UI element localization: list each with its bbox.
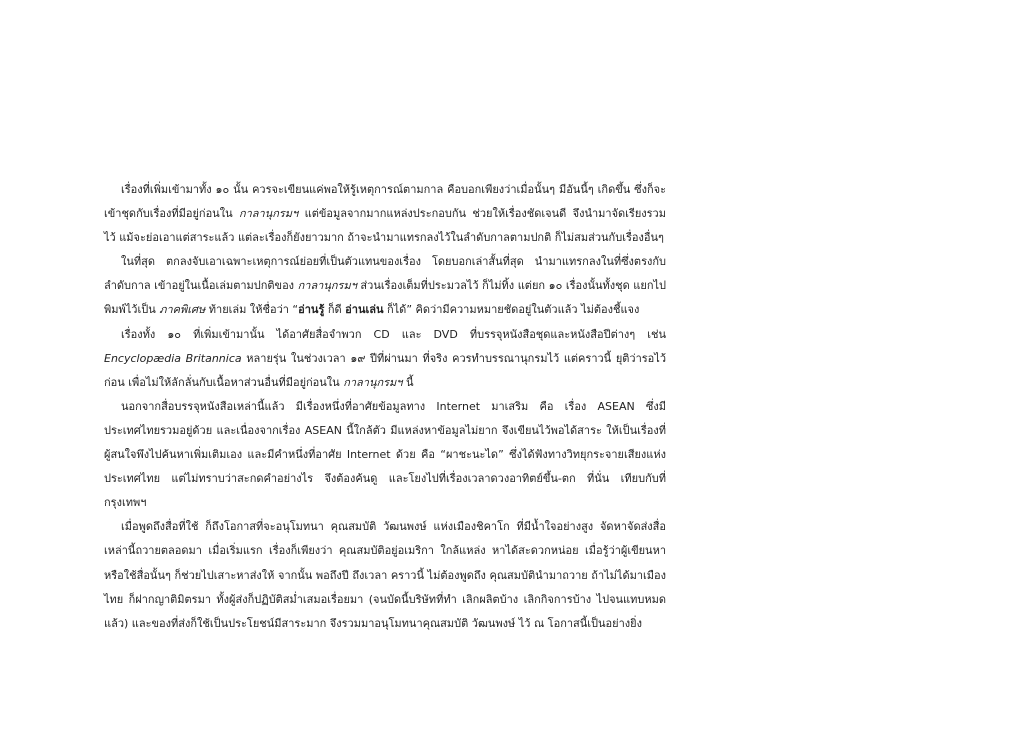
body-text xyxy=(104,178,666,636)
text-run: ท้ายเล่ม ให้ชื่อว่า “ xyxy=(205,303,299,317)
text-run: เมื่อพูดถึงสื่อที่ใช้ ก็ถึงโอกาสที่จะอนุโมทนา คุณสมบัติ วัฒนพงษ์ แห่งเมืองชิคาโก ที่มีน้ำใจอย่างสูง จัดหาจัดส่งสื่อเหล่านี้ถวายตลอดมา เมื่อเริ่มแรก เรื่องก็เพียงว่า คุณสมบัติอยู่อเมริกา ใกล้แหล่ง หาได้สะดวกหน่อย เมื่อรู้ว่าผู้เขียนหาหรือใช้สื่อนั้นๆ ก็ช่วยไปเสาะหาส่งให้ จากนั้น พอถึงปี ถึงเวลา คราวนี้ ไม่ต้องพูดถึง คุณสมบัตินำมาถวาย ถ้าไม่ได้มาเมืองไทย ก็ฝากญาติมิตรมา ทั้งผู้ส่งก็ปฏิบัติสม่ำเสมอเรื่อยมา (จนบัดนี้บริษัทที่ทำ เลิกผลิตบ้าง เลิกกิจการบ้าง ไปจนแทบหมดแล้ว) และของที่ส่งก็ใช้เป็นประโยชน์มีสาระมาก จึงรวมมาอนุโมทนาคุณสมบัติ วัฒนพงษ์ ไว้ ณ โอกาสนี้เป็นอย่างยิ่ง xyxy=(104,520,666,630)
text-run: ส่วนเรื่องเต็มที่ประมวลไว้ ก็ไม่ทิ้ง แต่ยก ๑๐ เรื่องนั้นทั้งชุด แยกไปพิมพ์ไว้เป็น xyxy=(104,279,667,317)
bold-text: อ่านรู้ xyxy=(298,303,325,317)
text-run: ก็ดี xyxy=(324,303,346,317)
paragraph xyxy=(104,250,666,322)
text-run: ในที่สุด ตกลงจับเอาเฉพาะเหตุการณ์ย่อยที่เป็นตัวแทนของเรื่อง โดยบอกเล่าสั้นที่สุด นำมาแทรกลงในที่ซึ่งตรงกับลำดับกาล เข้าอยู่ในเนื้อเล่มตามปกติของ xyxy=(104,255,666,293)
paragraph xyxy=(104,323,666,395)
italic-text: ภาคพิเศษ xyxy=(159,303,206,317)
text-run: หลายรุ่น ในช่วงเวลา ๑๙ ปีที่ผ่านมา ที่จริง ควรทำบรรณานุกรมไว้ แต่คราวนี้ ยุติว่ารอไว้ก่อน เพื่อไม่ให้ลักลั่นกับเนื้อหาส่วนอื่นที่มีอยู่ก่อนใน xyxy=(104,351,666,389)
text-run: ก็ได้” คิดว่ามีความหมายชัดอยู่ในตัวแล้ว ไม่ต้องชี้แจง xyxy=(383,303,640,317)
text-run: นี้ xyxy=(402,375,414,389)
text-run: เรื่องที่เพิ่มเข้ามาทั้ง ๑๐ นั้น ควรจะเขียนแค่พอให้รู้เหตุการณ์ตามกาล คือบอกเพียงว่าเมื่อนั้นๆ มีอันนี้ๆ เกิดขึ้น ซึ่งก็จะเข้าชุดกับเรื่องที่มีอยู่ก่อนใน xyxy=(104,183,666,221)
text-run: นอกจากสื่อบรรจุหนังสือเหล่านี้แล้ว มีเรื่องหนึ่งที่อาศัยข้อมูลทาง Internet มาเสริม คือ เรื่อง ASEAN ซึ่งมีประเทศไทยรวมอยู่ด้วย และเนื่องจากเรื่อง ASEAN นี้ใกล้ตัว มีแหล่งหาข้อมูลไม่ยาก จึงเขียนไว้พอได้สาระ ให้เป็นเรื่องที่ผู้สนใจพึงไปค้นหาเพิ่มเติมเอง และมีคำหนึ่งที่อาศัย Internet ด้วย คือ “ผาชะนะได” ซึ่งได้ฟังทางวิทยุกระจายเสียงแห่งประเทศไทย แต่ไม่ทราบว่าสะกดคำอย่างไร จึงต้องค้นดู และโยงไปที่เรื่องเวลาดวงอาทิตย์ขึ้น-ตก ที่นั่น เทียบกับที่กรุงเทพฯ xyxy=(104,399,666,510)
italic-text: Encyclopædia Britannica xyxy=(104,351,242,365)
paragraph xyxy=(104,178,666,250)
text-run: เรื่องทั้ง ๑๐ ที่เพิ่มเข้ามานั้น ได้อาศัยสื่อจำพวก CD และ DVD ที่บรรจุหนังสือชุดและหนังสือปีต่างๆ เช่น xyxy=(121,327,666,341)
paragraph xyxy=(104,395,666,515)
bold-text: อ่านเล่น xyxy=(345,303,384,317)
italic-text: กาลานุกรมฯ xyxy=(238,207,299,221)
text-run: แต่ข้อมูลจากมากแหล่งประกอบกัน ช่วยให้เรื่องชัดเจนดี จึงนำมาจัดเรียงรวมไว้ แม้จะย่อเอาแต่สาระแล้ว แต่ละเรื่องก็ยังยาวมาก ถ้าจะนำมาแทรกลงไว้ในลำดับกาลตามปกติ ก็ไม่สมส่วนกับเรื่องอื่นๆ xyxy=(104,207,666,245)
italic-text: กาลานุกรมฯ xyxy=(297,279,357,293)
italic-text: กาลานุกรมฯ xyxy=(343,375,403,389)
paragraph xyxy=(104,515,666,635)
